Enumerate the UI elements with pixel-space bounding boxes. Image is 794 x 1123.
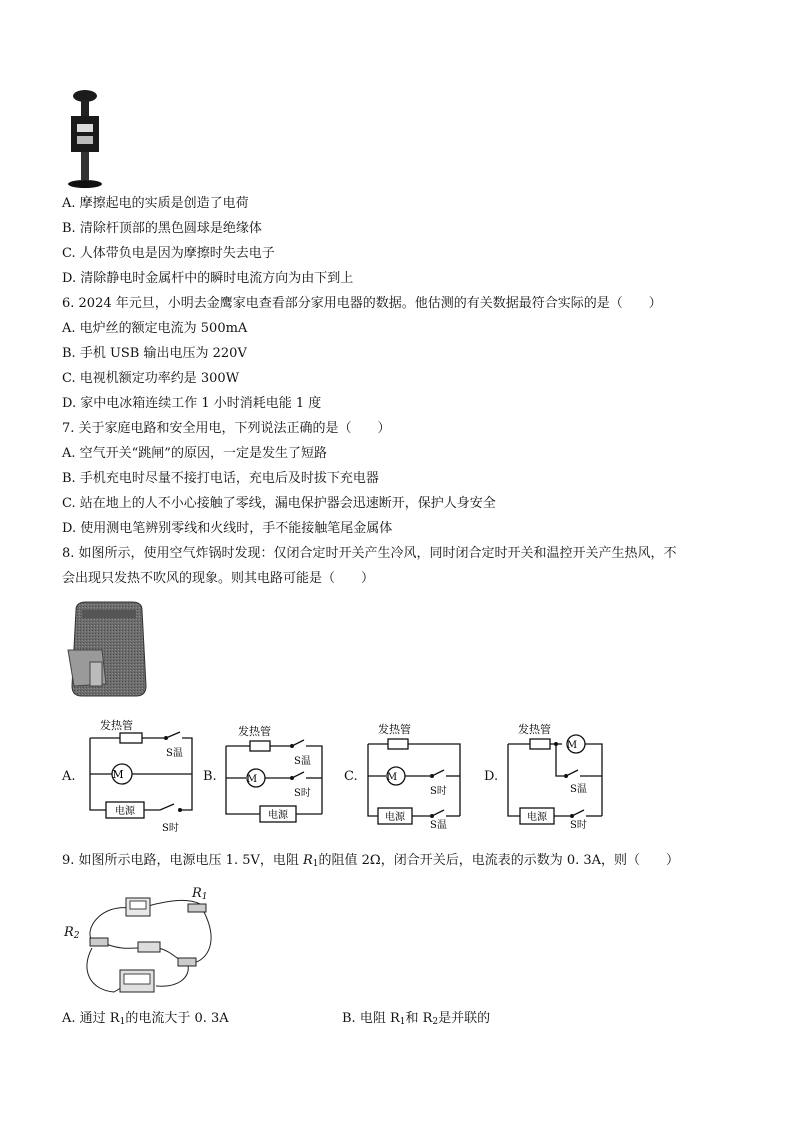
circuit-b-switch2-label: S时	[294, 788, 311, 799]
circuit-a-source-label: 电源	[115, 806, 135, 817]
circuit-b-source-label: 电源	[268, 810, 288, 821]
circuit-d-motor-label: M	[566, 740, 578, 751]
circuit-a-heater-label: 发热管	[100, 719, 133, 732]
circuit-d-diagram	[502, 720, 612, 830]
circuit-d-switch2-label: S时	[570, 820, 587, 830]
q9-fig-r1-label: $R_1$	[192, 886, 208, 902]
circuit-b-diagram	[218, 722, 338, 830]
q7-option-c: C. 站在地上的人不小心接触了零线，漏电保护器会迅速断开，保护人身安全	[62, 496, 496, 511]
q7-option-a: A. 空气开关“跳闸”的原因，一定是发生了短路	[62, 446, 327, 461]
circuit-c-heater-label: 发热管	[378, 723, 411, 736]
q9-circuit-photo	[70, 890, 215, 1002]
q9-r-symbol: R	[303, 853, 313, 868]
circuit-d-letter: D.	[484, 769, 499, 784]
q9-option-b: B. 电阻 $R_1$和 $R_2$是并联的	[342, 1011, 491, 1027]
circuit-b-motor-label: M	[246, 774, 258, 785]
circuit-c-source-label: 电源	[385, 812, 405, 823]
circuit-d-switch1-label: S温	[570, 784, 587, 795]
q7-stem: 7. 关于家庭电路和安全用电，下列说法正确的是（ ）	[62, 421, 391, 436]
q5-option-a: A. 摩擦起电的实质是创造了电荷	[62, 196, 249, 211]
circuit-b-switch1-label: S温	[294, 756, 311, 767]
q9-r-sub: 1	[312, 859, 319, 869]
q9-fig-r2-label: $R_2$	[64, 925, 80, 941]
q5-option-b: B. 清除杆顶部的黑色圆球是绝缘体	[62, 221, 262, 236]
circuit-c-switch2-label: S温	[430, 820, 447, 830]
circuit-d-source-label: 电源	[527, 812, 547, 823]
q9-stem-part1: 9. 如图所示电路，电源电压 1. 5V，电阻	[62, 853, 303, 868]
circuit-c-diagram	[360, 720, 470, 830]
q7-option-d: D. 使用测电笔辨别零线和火线时，手不能接触笔尾金属体	[62, 521, 393, 536]
q5-option-d: D. 清除静电时金属杆中的瞬时电流方向为由下到上	[62, 271, 354, 286]
q9-option-a: A. 通过 $R_1$的电流大于 0. 3A	[62, 1011, 229, 1027]
circuit-c-letter: C.	[344, 769, 358, 784]
circuit-c-motor-label: M	[386, 772, 398, 783]
circuit-a-switch1-label: S温	[166, 748, 183, 759]
circuit-a-motor-label: M	[112, 768, 124, 781]
circuit-a-diagram	[80, 718, 205, 834]
q5-option-c: C. 人体带负电是因为摩擦时失去电子	[62, 246, 275, 261]
q9-stem-part2: 的阻值 2Ω，闭合开关后，电流表的示数为 0. 3A，则（ ）	[318, 853, 680, 868]
q8-stem-line1: 8. 如图所示，使用空气炸锅时发现：仅闭合定时开关产生冷风，同时闭合定时开关和温控开关产生热风，不	[62, 546, 677, 561]
circuit-a-switch2-label: S时	[162, 823, 179, 834]
q6-stem: 6. 2024 年元旦，小明去金鹰家电查看部分家用电器的数据。他估测的有关数据最符合实际的是（ ）	[62, 296, 662, 311]
circuit-d-heater-label: 发热管	[518, 723, 551, 736]
q8-stem-line2: 会出现只发热不吹风的现象。则其电路可能是（ ）	[62, 571, 375, 586]
static-rod-figure	[62, 88, 112, 190]
q6-option-a: A. 电炉丝的额定电流为 500mA	[62, 321, 248, 336]
circuit-b-letter: B.	[203, 769, 217, 784]
q6-option-c: C. 电视机额定功率约是 300W	[62, 371, 240, 386]
circuit-c-switch1-label: S时	[430, 786, 447, 797]
q6-option-b: B. 手机 USB 输出电压为 220V	[62, 346, 247, 361]
q6-option-d: D. 家中电冰箱连续工作 1 小时消耗电能 1 度	[62, 396, 322, 411]
circuit-b-heater-label: 发热管	[238, 725, 271, 738]
q9-stem	[62, 852, 679, 873]
circuit-a-letter: A.	[62, 769, 76, 784]
q7-option-b: B. 手机充电时尽量不接打电话，充电后及时拔下充电器	[62, 471, 379, 486]
air-fryer-image	[62, 600, 152, 700]
